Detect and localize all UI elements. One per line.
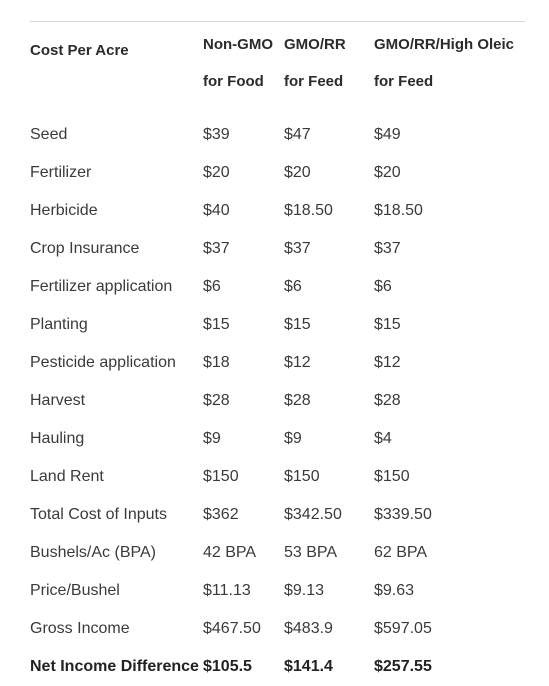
cell-value: $9.13 <box>284 582 325 599</box>
cell-value: $467.50 <box>203 620 261 637</box>
table-row <box>30 268 525 306</box>
cell-value: $12 <box>284 354 311 371</box>
row-label: Fertilizer <box>30 164 92 181</box>
table-row <box>30 306 525 344</box>
cell-value: $6 <box>374 278 392 295</box>
column-header-non-gmo <box>203 22 284 116</box>
row-label: Net Income Difference <box>30 658 199 675</box>
row-label: Planting <box>30 316 88 333</box>
cell-value: $15 <box>374 316 401 333</box>
cell-value: $40 <box>203 202 230 219</box>
cell-value: $150 <box>374 468 410 485</box>
table-row <box>30 420 525 458</box>
cell-value: $18 <box>203 354 230 371</box>
table-row <box>30 610 525 648</box>
cell-value: $20 <box>374 164 401 181</box>
table-row <box>30 572 525 610</box>
cell-value: $257.55 <box>374 658 432 675</box>
cell-value: $6 <box>203 278 221 295</box>
cell-value: $12 <box>374 354 401 371</box>
row-label: Gross Income <box>30 620 130 637</box>
cell-value: $15 <box>203 316 230 333</box>
table-row <box>30 382 525 420</box>
cell-value: $342.50 <box>284 506 342 523</box>
cell-value: $28 <box>284 392 311 409</box>
column-header-line1: GMO/RR <box>284 36 346 53</box>
corner-header: Cost Per Acre <box>30 42 129 59</box>
cell-value: $4 <box>374 430 392 447</box>
cost-comparison-table-wrapper <box>30 21 525 686</box>
cell-value: $20 <box>203 164 230 181</box>
column-header-line2: for Feed <box>374 73 434 90</box>
cell-value: $141.4 <box>284 658 333 675</box>
cell-value: $597.05 <box>374 620 432 637</box>
cell-value: $483.9 <box>284 620 333 637</box>
row-label: Hauling <box>30 430 85 447</box>
cell-value: $9 <box>203 430 221 447</box>
row-label: Bushels/Ac (BPA) <box>30 544 156 561</box>
table-row <box>30 230 525 268</box>
cell-value: $37 <box>374 240 401 257</box>
table-row <box>30 116 525 154</box>
cell-value: $20 <box>284 164 311 181</box>
cell-value: 62 BPA <box>374 544 428 561</box>
cell-value: $339.50 <box>374 506 432 523</box>
cell-value: $150 <box>203 468 239 485</box>
table-row <box>30 192 525 230</box>
table-row <box>30 458 525 496</box>
column-header-gmo-rr <box>284 22 374 116</box>
column-header-line1: Non-GMO <box>203 36 273 53</box>
row-label: Harvest <box>30 392 86 409</box>
cell-value: $37 <box>203 240 230 257</box>
cell-value: $37 <box>284 240 311 257</box>
cell-value: $105.5 <box>203 658 252 675</box>
cell-value: $9 <box>284 430 302 447</box>
cell-value: $39 <box>203 126 230 143</box>
column-header-gmo-rr-high-oleic <box>374 22 525 116</box>
table-row <box>30 154 525 192</box>
row-label: Herbicide <box>30 202 98 219</box>
row-label: Crop Insurance <box>30 240 140 257</box>
table-row <box>30 534 525 572</box>
cell-value: $47 <box>284 126 311 143</box>
table-row <box>30 496 525 534</box>
cell-value: $49 <box>374 126 401 143</box>
column-header-line1: GMO/RR/High Oleic <box>374 36 515 53</box>
cell-value: $18.50 <box>284 202 333 219</box>
cell-value: $9.63 <box>374 582 415 599</box>
row-label: Total Cost of Inputs <box>30 506 167 523</box>
cell-value: $28 <box>374 392 401 409</box>
cost-comparison-table <box>30 22 525 686</box>
table-row <box>30 344 525 382</box>
row-label: Pesticide application <box>30 354 176 371</box>
cell-value: $11.13 <box>203 582 251 599</box>
column-header-line2: for Food <box>203 73 264 90</box>
cell-value: $362 <box>203 506 239 523</box>
cell-value: $28 <box>203 392 230 409</box>
table-row-net-income <box>30 648 525 686</box>
cell-value: $150 <box>284 468 320 485</box>
row-label: Price/Bushel <box>30 582 120 599</box>
row-label: Land Rent <box>30 468 104 485</box>
column-header-line2: for Feed <box>284 73 344 90</box>
cell-value: $6 <box>284 278 302 295</box>
table-header-row <box>30 22 525 116</box>
row-label: Fertilizer application <box>30 278 173 295</box>
cell-value: 53 BPA <box>284 544 338 561</box>
cell-value: $18.50 <box>374 202 423 219</box>
cell-value: 42 BPA <box>203 544 257 561</box>
row-label: Seed <box>30 126 68 143</box>
cell-value: $15 <box>284 316 311 333</box>
